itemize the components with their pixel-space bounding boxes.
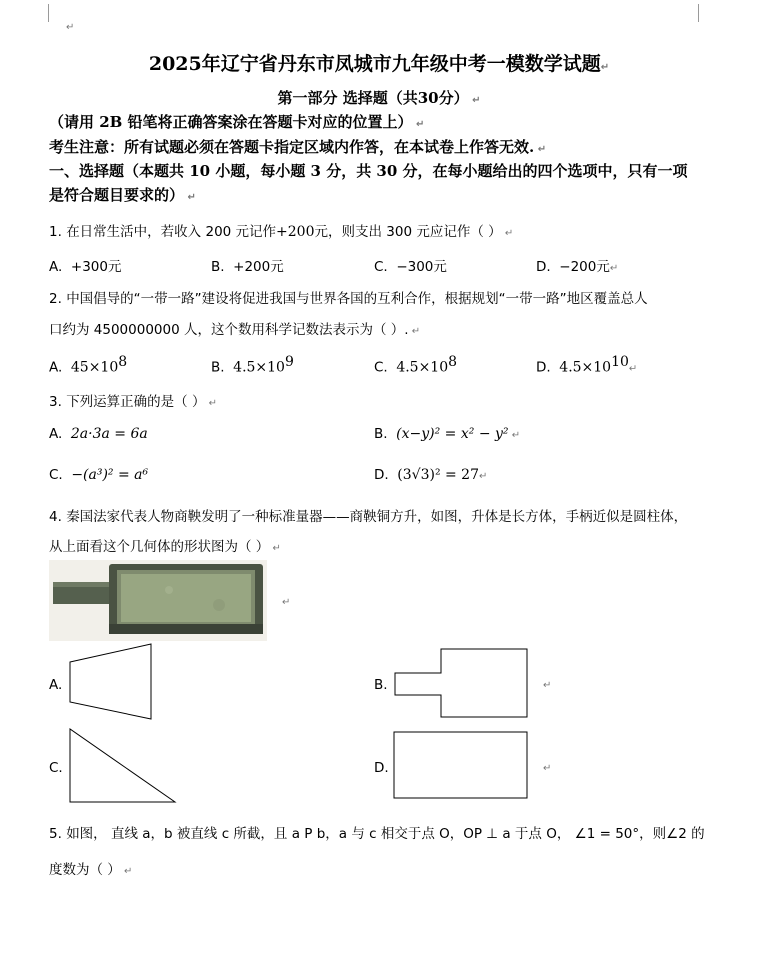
q4-option-a-label[interactable]: A. <box>49 677 63 693</box>
question-4-line1: 4. 秦国法家代表人物商鞅发明了一种标准量器——商鞅铜方升，如图，升体是长方体，手柄近似是圆柱体， <box>49 509 688 525</box>
q4-option-a-trapezoid[interactable] <box>68 642 154 722</box>
question-2-line1: 2. 中国倡导的“一带一路”建设将促进我国与世界各国的互利合作，根据规划“一带一路”地区覆盖总人 <box>49 291 648 307</box>
q4-option-c-triangle[interactable] <box>68 727 178 805</box>
instruction-notice: 考生注意：所有试题必须在答题卡指定区域内作答，在本试卷上作答无效. ↵ <box>49 138 547 156</box>
q2-option-a[interactable]: A. $45\times 10^8$ <box>49 354 128 376</box>
q4-option-b-rect-with-handle[interactable] <box>393 648 529 720</box>
part-heading: 第一部分 选择题（共30分） ↵ <box>277 89 481 107</box>
page-title: 2025年辽宁省丹东市凤城市九年级中考一模数学试题↵ <box>148 53 610 75</box>
paragraph-mark: ↵ <box>282 597 291 608</box>
q2-option-d[interactable]: D. $4.5\times 10^{10}↵$ <box>536 354 638 376</box>
question-3: 3. 下列运算正确的是（ ） ↵ <box>49 394 218 410</box>
paragraph-mark: ↵ <box>543 763 552 774</box>
instruction-pencil: （请用 2B 铅笔将正确答案涂在答题卡对应的位置上） ↵ <box>49 113 425 131</box>
q4-option-d-label[interactable]: D. <box>374 760 389 776</box>
paragraph-mark: ↵ <box>543 680 552 691</box>
q4-option-b-label[interactable]: B. <box>374 677 388 693</box>
question-4-line2: 从上面看这个几何体的形状图为（ ） ↵ <box>49 539 281 555</box>
bronze-vessel-photo <box>49 560 267 641</box>
q3-option-a[interactable]: A. 2a·3a = 6a <box>49 426 148 442</box>
crop-mark-right <box>698 4 699 22</box>
q3-option-c[interactable]: C. −(a³)² = a⁶ <box>49 467 149 483</box>
q3-option-d[interactable]: D. (3√3)² = 27↵ <box>374 467 488 483</box>
q4-option-c-label[interactable]: C. <box>49 760 63 776</box>
q1-option-c[interactable]: C. −300元 <box>374 259 447 275</box>
crop-mark-left <box>48 4 49 22</box>
q2-option-c[interactable]: C. $4.5\times 10^8$ <box>374 354 458 376</box>
q1-option-d[interactable]: D. −200元↵ <box>536 259 619 275</box>
section-heading-line2: 是符合题目要求的） ↵ <box>49 186 196 204</box>
q4-option-d-rectangle[interactable] <box>393 731 529 801</box>
question-5-line1: 5. 如图， 直线 a，b 被直线 c 所截，且 a P b，a 与 c 相交于点 O，OP ⊥ a 于点 O， ∠1 = 50°，则∠2 的 <box>49 826 705 842</box>
q2-option-b[interactable]: B. $4.5\times 10^9$ <box>211 354 294 376</box>
q1-option-b[interactable]: B. +200元 <box>211 259 284 275</box>
question-1: 1. 在日常生活中，若收入 200 元记作+200元，则支出 300 元应记作（ ） ↵ <box>49 224 514 240</box>
section-heading-line1: 一、选择题（本题共 10 小题，每小题 3 分，共 30 分，在每小题给出的四个选项中，只有一项 <box>49 162 688 180</box>
q1-option-a[interactable]: A. +300元 <box>49 259 122 275</box>
question-5-line2: 度数为（ ） ↵ <box>49 862 133 878</box>
paragraph-mark: ↵ <box>66 22 75 33</box>
q3-option-b[interactable]: B. (x−y)² = x² − y² ↵ <box>374 426 521 442</box>
question-2-line2: 口约为 4500000000 人，这个数用科学记数法表示为（ ）. ↵ <box>49 322 421 338</box>
